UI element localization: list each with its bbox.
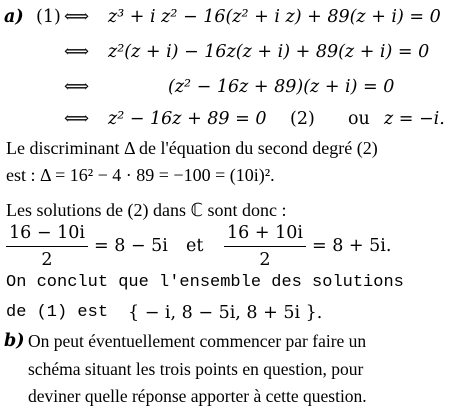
fraction-1-denominator: 2 <box>41 250 53 270</box>
part-b-label: b) <box>4 331 25 351</box>
equivalence-arrow: ⟺ <box>64 42 90 62</box>
equivalence-arrow: ⟺ <box>64 109 90 129</box>
quadratic-equation: z² − 16z + 89 = 0 <box>108 109 267 129</box>
part-b-line-3: deviner quelle réponse apporter à cette question. <box>28 386 367 406</box>
eq1-reference: (1) <box>36 7 61 27</box>
et-word: et <box>186 236 204 256</box>
fraction-2-denominator: 2 <box>259 250 271 270</box>
fraction-1 <box>6 222 88 271</box>
solution-minus-i: z = −i. <box>384 109 445 129</box>
fraction-2-result: = 8 + 5i. <box>312 236 392 256</box>
part-b-line-2: schéma situant les trois points en question, pour <box>28 359 364 379</box>
solution-set: { − i, 8 − 5i, 8 + 5i }. <box>128 303 323 323</box>
conclusion-text: de (1) est <box>6 303 109 322</box>
equivalence-arrow: ⟺ <box>64 77 90 97</box>
equation-factored: (z² − 16z + 89)(z + i) = 0 <box>168 77 395 97</box>
equivalence-arrow: ⟺ <box>64 7 90 27</box>
discriminant-line-2: est : Δ = 16² − 4 · 89 = −100 = (10i)². <box>6 165 275 185</box>
fraction-1-bar <box>6 246 88 247</box>
fraction-1-result: = 8 − 5i <box>94 236 168 256</box>
equation-expanded: z³ + i z² − 16(z² + i z) + 89(z + i) = 0 <box>108 7 441 27</box>
or-word: ou <box>348 109 370 129</box>
fraction-2-numerator: 16 + 10i <box>227 223 303 243</box>
part-a-label: a) <box>4 7 24 27</box>
fraction-2-bar <box>224 246 306 247</box>
fraction-2 <box>224 222 306 271</box>
equation-factored-partial: z²(z + i) − 16z(z + i) + 89(z + i) = 0 <box>108 42 430 62</box>
conclusion-line-1: On conclut que l'ensemble des solutions <box>6 273 404 292</box>
eq2-reference: (2) <box>290 109 315 129</box>
fraction-1-numerator: 16 − 10i <box>9 223 85 243</box>
part-b-text-1: On peut éventuellement commencer par faire un <box>28 331 367 351</box>
solutions-intro: Les solutions de (2) dans ℂ sont donc : <box>6 200 287 220</box>
discriminant-line-1: Le discriminant Δ de l'équation du second degré (2) <box>6 138 378 158</box>
